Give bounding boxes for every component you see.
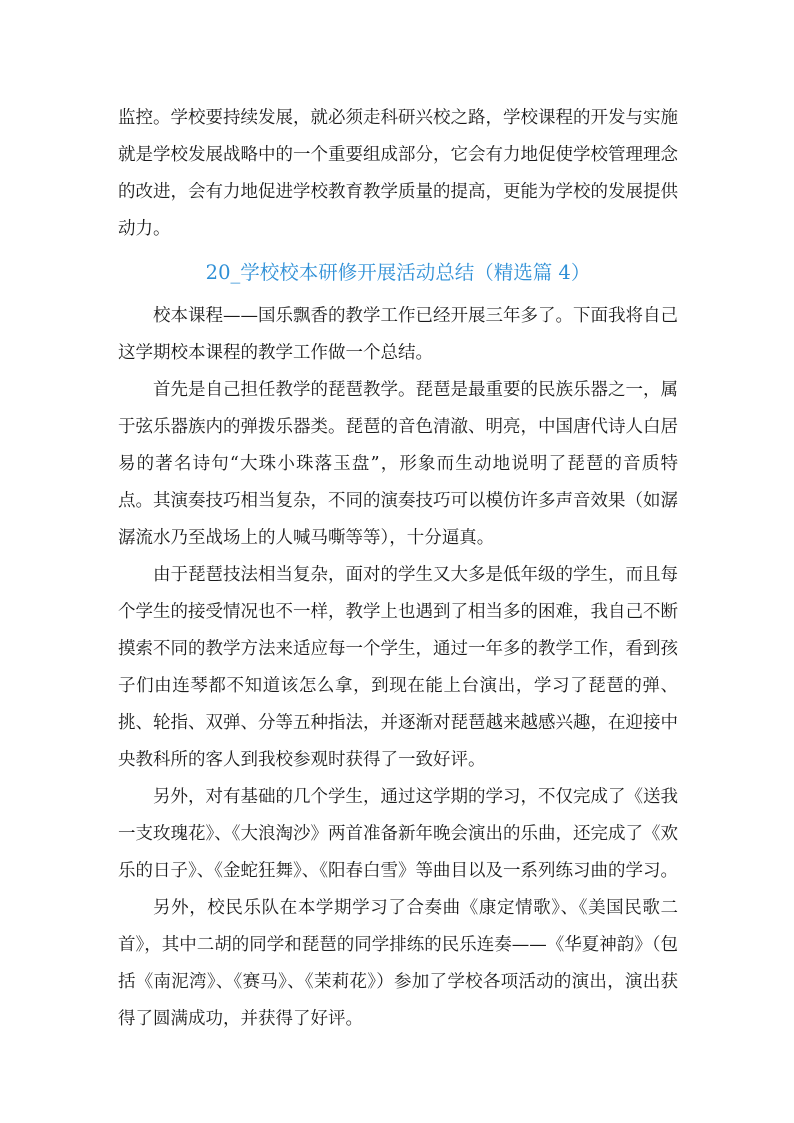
document-body: [118, 100, 678, 1038]
paragraph: 另外，对有基础的几个学生，通过这学期的学习，不仅完成了《送我一支玫瑰花》、《大浪淘沙》两首准备新年晚会演出的乐曲，还完成了《欢乐的日子》、《金蛇狂舞》、《阳春白雪》等曲目以及一系列练习曲的学习。: [118, 787, 678, 881]
paragraph: 由于琵琶技法相当复杂，面对的学生又大多是低年级的学生，而且每个学生的接受情况也不一样，教学上也遇到了相当多的困难，我自己不断摸索不同的教学方法来适应每一个学生，通过一年多的教学工作，看到孩子们由连琴都不知道该怎么拿，到现在能上台演出，学习了琵琶的弹、挑、轮指、双弹、分等五种指法，并逐渐对琵琶越来越感兴趣，在迎接中央教科所的客人到我校参观时获得了一致好评。: [118, 565, 678, 770]
section-title: 20_学校校本研修开展活动总结（精选篇 4）: [205, 261, 591, 284]
paragraph: 校本课程——国乐飘香的教学工作已经开展三年多了。下面我将自己这学期校本课程的教学工作做一个总结。: [118, 306, 678, 363]
paragraph: 另外，校民乐队在本学期学习了合奏曲《康定情歌》、《美国民歌二首》，其中二胡的同学和琵琶的同学排练的民乐连奏——《华夏神韵》（包括《南泥湾》、《赛马》、《茉莉花》）参加了学校各项活动的演出，演出获得了圆满成功，并获得了好评。: [118, 898, 678, 1029]
intro-paragraph: 监控。学校要持续发展，就必须走科研兴校之路，学校课程的开发与实施就是学校发展战略中的一个重要组成部分，它会有力地促使学校管理理念的改进，会有力地促进学校教育教学质量的提高，更能为学校的发展提供动力。: [118, 108, 678, 239]
paragraph: 首先是自己担任教学的琵琶教学。琵琶是最重要的民族乐器之一，属于弦乐器族内的弹拨乐器类。琵琶的音色清澈、明亮，中国唐代诗人白居易的著名诗句“大珠小珠落玉盘”，形象而生动地说明了琵琶的音质特点。其演奏技巧相当复杂，不同的演奏技巧可以模仿许多声音效果（如潺潺流水乃至战场上的人喊马嘶等等），十分逼真。: [118, 380, 678, 548]
